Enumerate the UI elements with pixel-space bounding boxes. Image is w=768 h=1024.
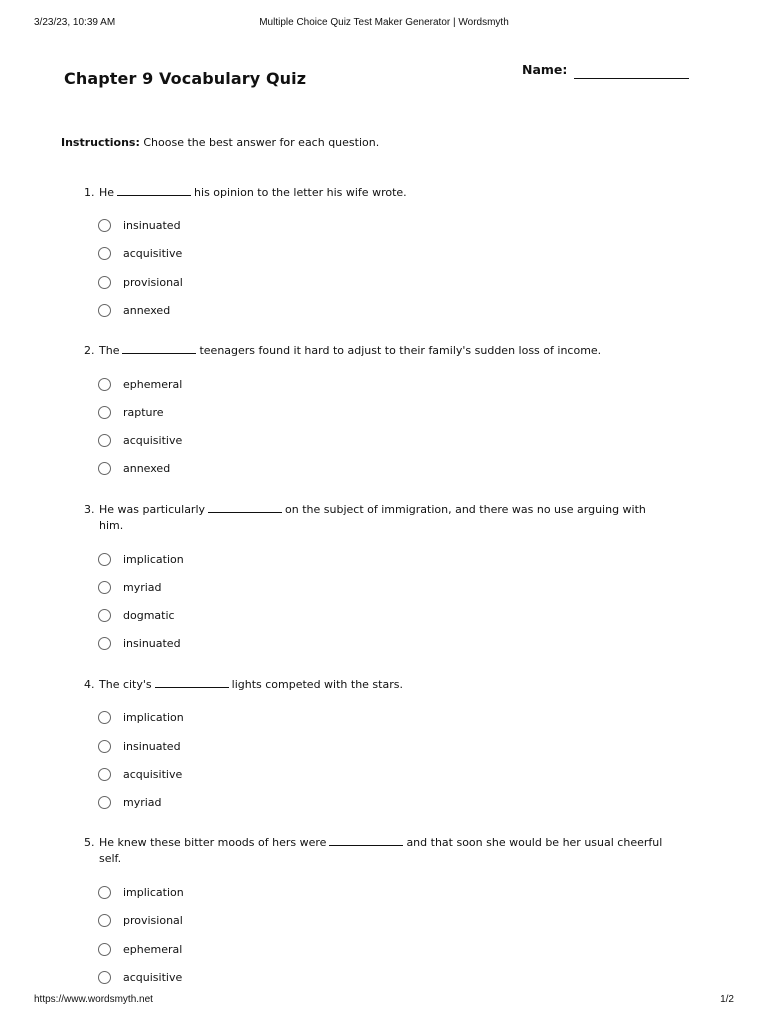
question-number: 2. — [84, 344, 95, 357]
radio-button[interactable] — [98, 768, 111, 781]
print-url[interactable]: https://www.wordsmyth.net — [34, 994, 153, 1005]
option-label: ephemeral — [123, 943, 183, 956]
radio-button[interactable] — [98, 553, 111, 566]
print-page-number: 1/2 — [720, 994, 734, 1005]
option-label: provisional — [123, 276, 183, 289]
radio-button[interactable] — [98, 886, 111, 899]
option-label: acquisitive — [123, 768, 183, 781]
radio-button[interactable] — [98, 711, 111, 724]
radio-button[interactable] — [98, 943, 111, 956]
print-page-title: Multiple Choice Quiz Test Maker Generator | Wordsmyth — [259, 17, 509, 28]
question-text — [99, 343, 669, 359]
option-label: implication — [123, 886, 184, 899]
answer-blank — [155, 678, 229, 688]
radio-button[interactable] — [98, 462, 111, 475]
option-label: provisional — [123, 914, 183, 927]
option-label: annexed — [123, 462, 171, 475]
question-number: 3. — [84, 503, 95, 516]
radio-button[interactable] — [98, 914, 111, 927]
question-text-after: lights competed with the stars. — [231, 678, 403, 691]
option-label: rapture — [123, 406, 164, 419]
option-label: acquisitive — [123, 971, 183, 984]
quiz-title: Chapter 9 Vocabulary Quiz — [64, 69, 307, 88]
radio-button[interactable] — [98, 581, 111, 594]
question-text-after: his opinion to the letter his wife wrote. — [194, 186, 407, 199]
question-text-before: The — [99, 344, 120, 357]
option-label: insinuated — [123, 219, 181, 232]
instructions — [61, 136, 379, 149]
answer-blank — [117, 186, 191, 196]
radio-button[interactable] — [98, 276, 111, 289]
question-text-before: He knew these bitter moods of hers were — [99, 836, 327, 849]
radio-button[interactable] — [98, 637, 111, 650]
radio-button[interactable] — [98, 406, 111, 419]
radio-button[interactable] — [98, 609, 111, 622]
option-label: insinuated — [123, 740, 181, 753]
radio-button[interactable] — [98, 740, 111, 753]
option-label: implication — [123, 711, 184, 724]
option-label: myriad — [123, 796, 162, 809]
print-datetime: 3/23/23, 10:39 AM — [34, 17, 116, 28]
radio-button[interactable] — [98, 796, 111, 809]
radio-button[interactable] — [98, 971, 111, 984]
question-text — [99, 185, 669, 201]
question-text — [99, 677, 669, 693]
question-text — [99, 835, 669, 867]
instructions-text: Choose the best answer for each question. — [143, 136, 380, 149]
question-text-before: The city's — [99, 678, 152, 691]
option-label: insinuated — [123, 637, 181, 650]
question-text-after: and that soon she would be her usual cheerful self. — [99, 836, 663, 865]
answer-blank — [122, 344, 196, 354]
radio-button[interactable] — [98, 304, 111, 317]
question-text-before: He — [99, 186, 115, 199]
radio-button[interactable] — [98, 219, 111, 232]
answer-blank — [329, 836, 403, 846]
print-footer — [34, 994, 734, 1008]
radio-button[interactable] — [98, 247, 111, 260]
option-label: acquisitive — [123, 247, 183, 260]
name-label: Name: — [522, 62, 568, 77]
option-label: myriad — [123, 581, 162, 594]
print-header — [34, 17, 734, 31]
question-text — [99, 502, 669, 534]
question-number: 4. — [84, 678, 95, 691]
question-number: 5. — [84, 836, 95, 849]
option-label: implication — [123, 553, 184, 566]
question-text-after: on the subject of immigration, and there was no use arguing with him. — [99, 503, 646, 532]
radio-button[interactable] — [98, 434, 111, 447]
question-text-before: He was particularly — [99, 503, 206, 516]
option-label: dogmatic — [123, 609, 175, 622]
option-label: acquisitive — [123, 434, 183, 447]
question-number: 1. — [84, 186, 95, 199]
question-text-after: teenagers found it hard to adjust to their family's sudden loss of income. — [199, 344, 602, 357]
name-blank-line — [574, 78, 689, 79]
radio-button[interactable] — [98, 378, 111, 391]
option-label: annexed — [123, 304, 171, 317]
instructions-label: Instructions: — [61, 136, 140, 149]
answer-blank — [208, 503, 282, 513]
option-label: ephemeral — [123, 378, 183, 391]
